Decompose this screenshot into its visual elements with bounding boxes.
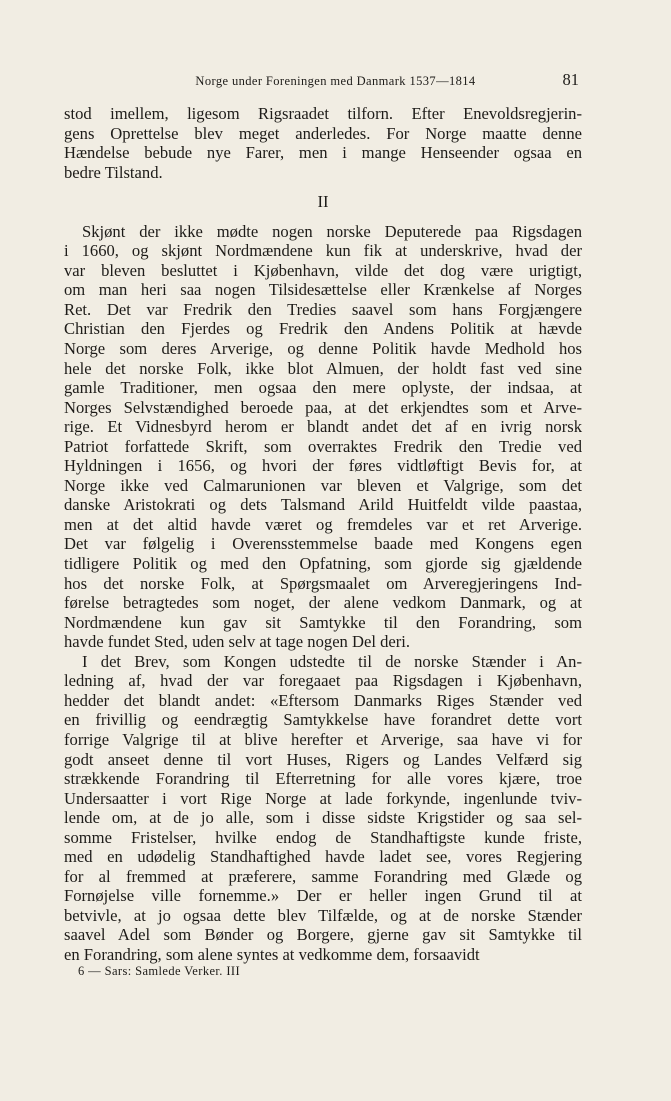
text-line: Hyldningen i 1656, og hvori der føres vidtløftigt Bevis for, at <box>64 456 582 476</box>
text-line: ledning af, hvad der var foregaaet paa Rigsdagen i Kjøbenhavn, <box>64 671 582 691</box>
text-line: Norges Selvstændighed beroede paa, at det erkjendtes som et Arve- <box>64 397 582 417</box>
text-line: hos det norske Folk, at Spørgsmaalet om Arveregjeringens Ind- <box>64 573 582 593</box>
running-title: Norge under Foreningen med Danmark 1537—1814 <box>195 74 476 88</box>
page-number: 81 <box>562 70 579 89</box>
text-line: Hændelse bebude nye Farer, men i mange Henseender ogsaa en <box>64 143 582 163</box>
text-line: Christian den Fjerdes og Fredrik den Andens Politik at hævde <box>64 319 582 339</box>
footer-signature: 6 — Sars: Samlede Verker. III <box>78 964 241 978</box>
text-line: i 1660, og skjønt Nordmændene kun fik at underskrive, hvad der <box>64 241 582 261</box>
text-line: med en udødelig Standhaftighed havde ladet see, vores Regjering <box>64 847 582 867</box>
text-line: Undersaatter i vort Rige Norge at lade forkynde, ingenlunde tviv- <box>64 788 582 808</box>
text-line: Norge ikke ved Calmarunionen var bleven et Valgrige, som det <box>64 475 582 495</box>
text-line: Norge som deres Arverige, og denne Politik havde Medhold hos <box>64 339 582 359</box>
text-line: saavel Adel som Bønder og Borgere, gjerne gav sit Samtykke til <box>64 925 582 945</box>
text-line: førelse betragtedes som noget, der alene vedkom Danmark, og at <box>64 593 582 613</box>
section-heading: II <box>317 192 329 212</box>
text-line: om man heri saa nogen Tilsidesættelse eller Krænkelse af Norges <box>64 280 582 300</box>
text-line: Ret. Det var Fredrik den Tredies saavel som hans Forgjængere <box>64 299 582 319</box>
text-line: gens Oprettelse blev meget anderledes. For Norge maatte denne <box>64 123 582 143</box>
text-line: hedder det blandt andet: «Eftersom Danmarks Riges Stænder ved <box>64 690 582 710</box>
text-line: for al fremmed at præferere, samme Forandring med Glæde og <box>64 866 582 886</box>
text-line: havde fundet Sted, uden selv at tage nogen Del deri. <box>64 632 411 652</box>
text-line: rige. Et Vidnesbyrd herom er blandt andet det af en ivrig norsk <box>64 417 582 437</box>
text-line: tidligere Politik og med den Opfatning, som gjorde sig gjældende <box>64 554 582 574</box>
text-line: danske Aristokrati og dets Talsmand Arild Huitfeldt vilde paastaa, <box>64 495 582 515</box>
body-text <box>64 104 582 965</box>
text-line: men at det altid havde været og fremdeles var et ret Arverige. <box>64 514 582 534</box>
text-line: betvivle, at jo ogsaa dette blev Tilfælde, og at de norske Stænder <box>64 905 582 925</box>
text-line: Det var følgelig i Overensstemmelse baade med Kongens egen <box>64 534 582 554</box>
text-line: Fornøjelse ville fornemme.» Der er heller ingen Grund til at <box>64 886 582 906</box>
text-line: en frivillig og eendrægtig Samtykkelse have forandret dette vort <box>64 710 582 730</box>
paragraph-2 <box>64 222 582 652</box>
page-header <box>0 70 671 94</box>
text-line: strækkende Forandring til Efterretning for alle vores kjære, troe <box>64 769 582 789</box>
text-line: Nordmændene kun gav sit Samtykke til den Forandring, som <box>64 612 582 632</box>
text-line: Patriot forfattede Skrift, som overraktes Fredrik den Tredie ved <box>64 436 582 456</box>
text-line: I det Brev, som Kongen udstedte til de norske Stænder i An- <box>82 651 582 671</box>
text-line: bedre Tilstand. <box>64 162 163 182</box>
text-line: stod imellem, ligesom Rigsraadet tilforn. Efter Enevoldsregjerin- <box>64 104 582 123</box>
paragraph-1 <box>64 104 582 182</box>
text-line: var bleven besluttet i Kjøbenhavn, vilde det dog være urigtigt, <box>64 260 582 280</box>
text-line: en Forandring, som alene syntes at vedkomme dem, forsaavidt <box>64 944 480 964</box>
text-line: hele det norske Folk, ikke blot Almuen, der holdt fast ved sine <box>64 358 582 378</box>
text-line: Skjønt der ikke mødte nogen norske Deputerede paa Rigsdagen <box>82 221 582 241</box>
text-line: forrige Valgrige til at blive herefter et Arverige, saa have vi for <box>64 729 582 749</box>
paragraph-3 <box>64 652 582 965</box>
text-line: somme Fristelser, hvilke endog de Standhaftigste kunde friste, <box>64 827 582 847</box>
text-line: lende om, at de jo alle, som i disse sidste Krigstider og saa sel- <box>64 808 582 828</box>
text-line: godt anseet denne til vort Huses, Rigers og Landes Velfærd sig <box>64 749 582 769</box>
text-line: gamle Traditioner, men ogsaa den mere oplyste, der indsaa, at <box>64 378 582 398</box>
